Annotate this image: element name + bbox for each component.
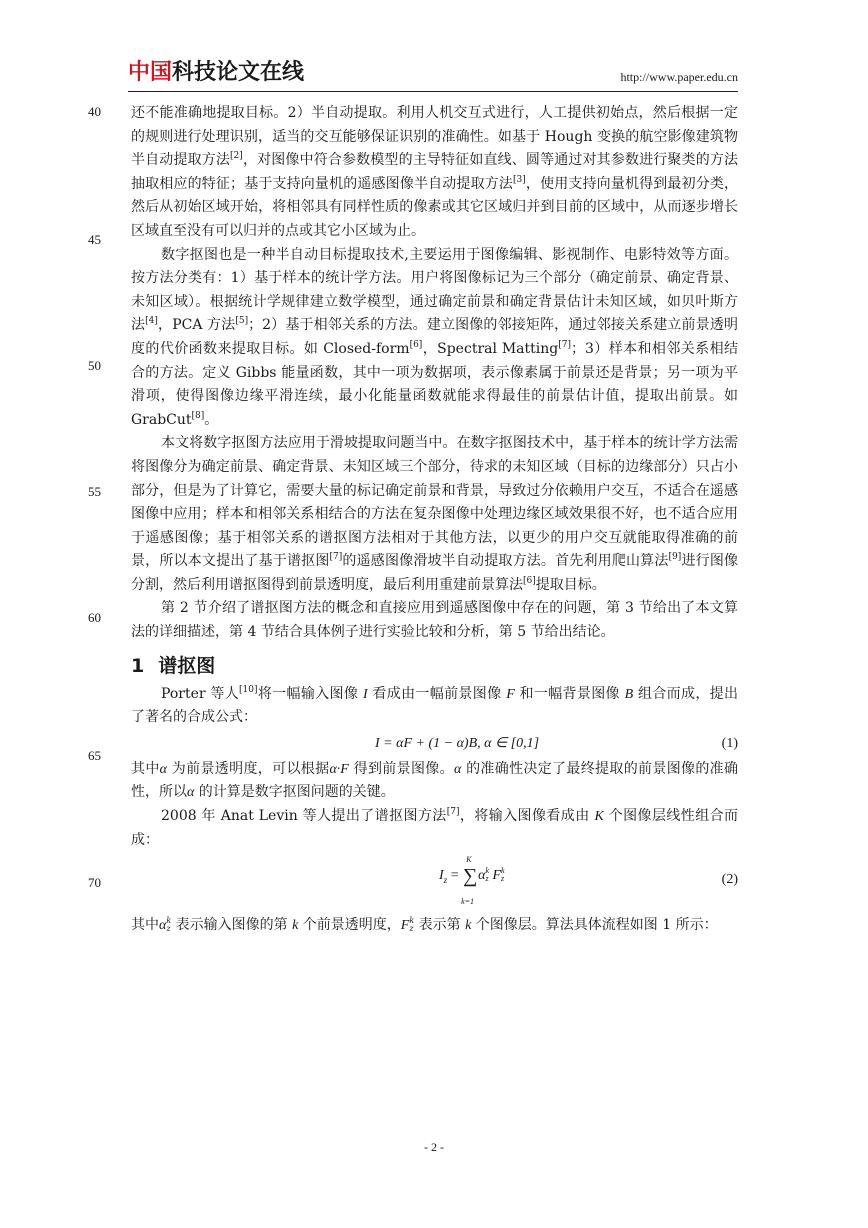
citation: [2] bbox=[230, 151, 243, 162]
math-var: K bbox=[594, 809, 604, 825]
citation: [8] bbox=[191, 410, 205, 421]
text-run: 个图像层。算法具体流程如图 1 所示： bbox=[471, 917, 718, 934]
citation: [10] bbox=[239, 684, 258, 695]
math-subsup bbox=[501, 867, 505, 883]
math-var: B bbox=[624, 686, 634, 702]
section-heading bbox=[131, 651, 738, 681]
math-op: = bbox=[447, 868, 463, 884]
text-run: 表示第 bbox=[414, 917, 466, 934]
header-url-link[interactable]: http://www.paper.edu.cn bbox=[620, 70, 738, 84]
logo-dark-text: 科技论文在线 bbox=[172, 60, 305, 85]
text-run: 的遥感图像滑坡半自动提取方法。首先利用爬山算法 bbox=[342, 553, 669, 570]
citation: [4] bbox=[145, 316, 158, 327]
line-number: 50 bbox=[88, 358, 101, 373]
text-run: 得到前景图像。 bbox=[348, 760, 454, 777]
text-run: ；2）基于相邻关系的方法。建立图像的邻接矩阵，通过邻接关系建立前景透明度的代价函数来提取目标。如 Closed-form bbox=[131, 317, 738, 357]
math-var: α·F bbox=[329, 761, 349, 777]
math-var: α bbox=[159, 918, 167, 934]
line-number: 40 bbox=[88, 104, 101, 119]
paper-body bbox=[131, 102, 738, 938]
math-var: k bbox=[465, 918, 472, 934]
sum-glyph: ∑ bbox=[462, 865, 478, 888]
math-sup: k bbox=[409, 916, 415, 926]
math-sup: k bbox=[501, 866, 505, 876]
equation-1 bbox=[131, 730, 738, 758]
text-run: ，PCA 方法 bbox=[157, 317, 236, 334]
body-paragraph bbox=[131, 244, 738, 433]
math-var: α bbox=[478, 868, 486, 884]
text-run: 其中 bbox=[131, 917, 159, 934]
math-sub: z bbox=[443, 875, 448, 886]
text-run: 还不能准确地提取目标。2）半自动提取。利用人机交互式进行，人工提供初始点，然后根据一定的规则进行处理识别，适当的交互能够保证识别的准确性。如基于 Hough 变换的航空影像建筑物半自动提取方法 bbox=[131, 105, 738, 169]
text-run: 个图像层线性组合而成： bbox=[131, 808, 739, 848]
text-run: 组合而成，提出了著名的合成公式： bbox=[131, 685, 739, 726]
body-paragraph bbox=[131, 597, 738, 644]
math-sub: z bbox=[501, 874, 505, 884]
citation: [7] bbox=[329, 552, 343, 563]
text-run: 将一幅输入图像 bbox=[257, 685, 363, 702]
section-title: 谱抠图 bbox=[158, 654, 216, 677]
equation-text bbox=[439, 855, 505, 907]
journal-logo bbox=[128, 58, 304, 88]
sum-lower: k=1 bbox=[461, 897, 475, 907]
text-run: 和一幅背景图像 bbox=[514, 685, 625, 702]
text-run: ，使用支持向量机得到最初分类，然后从初始区域开始，将相邻具有同样性质的像素或其它区域归并到目前的区域中，从而逐步增长区域直至没有可以归并的点或其它小区域为止。 bbox=[131, 175, 739, 239]
text-run: ；3）样本和相邻关系相结合的方法。定义 Gibbs 能量函数，其中一项为数据项，表示像素属于前景还是背景；另一项为平滑项，使得图像边缘平滑连续，最小化能量函数就能求得最佳的前景估计值，提取出前景。如 GrabCut bbox=[131, 340, 738, 428]
math-var: F bbox=[492, 868, 502, 884]
body-paragraph bbox=[131, 805, 738, 852]
body-paragraph bbox=[131, 914, 738, 938]
page-number: - 2 - bbox=[424, 1140, 444, 1154]
line-number: 55 bbox=[88, 484, 101, 499]
equation-text: I = αF + (1 − α)B, α ∈ [0,1] bbox=[375, 735, 540, 751]
text-run: ，Spectral Matting bbox=[422, 340, 559, 357]
text-run: 。 bbox=[204, 411, 219, 428]
math-var: α bbox=[187, 785, 195, 801]
text-run: ，将输入图像看成由 bbox=[459, 808, 595, 825]
citation: [7] bbox=[446, 807, 460, 818]
sum-upper: K bbox=[466, 855, 472, 865]
line-number: 70 bbox=[88, 875, 101, 890]
math-var: α bbox=[453, 761, 462, 777]
text-run: 其中 bbox=[131, 760, 160, 777]
body-paragraph bbox=[131, 683, 738, 730]
citation: [9] bbox=[668, 552, 682, 563]
body-paragraph bbox=[131, 102, 738, 244]
citation: [6] bbox=[523, 575, 536, 586]
citation: [5] bbox=[235, 316, 249, 327]
math-sub: z bbox=[409, 924, 414, 934]
math-sub: z bbox=[166, 924, 171, 934]
body-paragraph bbox=[131, 432, 738, 597]
math-var: k bbox=[292, 918, 299, 934]
text-run: 的计算是数字抠图问题的关键。 bbox=[194, 784, 395, 801]
sum-symbol bbox=[461, 855, 478, 907]
math-var: I bbox=[362, 686, 368, 702]
math-sup: k bbox=[485, 866, 490, 876]
body-paragraph bbox=[131, 758, 738, 805]
math-var: I bbox=[439, 868, 444, 884]
text-run: 表示输入图像的第 bbox=[171, 917, 293, 934]
citation: [3] bbox=[513, 174, 526, 185]
citation: [6] bbox=[409, 339, 423, 350]
text-run: 数字抠图也是一种半自动目标提取技术,主要运用于图像编辑、影视制作、电影特效等方面。按方法分类有：1）基于样本的统计学方法。用户将图像标记为三个部分（确定前景、确定背景、未知区域）。根据统计学规律建立数学模型，通过确定前景和确定背景估计未知区域，如贝叶斯方法 bbox=[131, 246, 738, 334]
line-number: 45 bbox=[88, 232, 101, 247]
math-sup: k bbox=[166, 916, 172, 926]
text-run: Porter 等人 bbox=[161, 685, 240, 702]
math-var: F bbox=[506, 686, 515, 702]
math-sub: z bbox=[485, 874, 489, 884]
citation: [7] bbox=[558, 339, 571, 350]
equation-number: (1) bbox=[721, 735, 738, 751]
line-number: 60 bbox=[88, 610, 101, 625]
logo-red-text: 中国 bbox=[128, 60, 173, 85]
text-run: 的准确性决定了最终提取的前景图像的准确性，所以 bbox=[131, 760, 739, 801]
text-run: 第 2 节介绍了谱抠图方法的概念和直接应用到遥感图像中存在的问题，第 3 节给出了本文算法的详细描述，第 4 节结合具体例子进行实验比较和分析，第 5 节给出结论。 bbox=[131, 600, 738, 641]
text-run: 看成由一幅前景图像 bbox=[367, 685, 507, 702]
math-var: α bbox=[159, 761, 168, 777]
text-run: 进行图像分割，然后利用谱抠图得到前景透明度，最后利用重建前景算法 bbox=[131, 553, 739, 593]
line-number: 65 bbox=[88, 748, 101, 763]
section-number: 1 bbox=[131, 654, 145, 677]
text-run: ，对图像中符合参数模型的主导特征如直线、圆等通过对其参数进行聚类的方法抽取相应的特征；基于支持向量机的遥感图像半自动提取方法 bbox=[131, 152, 739, 192]
text-run: 本文将数字抠图方法应用于滑坡提取问题当中。在数字抠图技术中，基于样本的统计学方法需将图像分为确定前景、确定背景、未知区域三个部分，待求的未知区域（目标的边缘部分）只占小部分，但是为了计算它，需要大量的标记确定前景和背景，导致过分依赖用户交互，不适合在遥感图像中应用；样本和相邻关系相结合的方法在复杂图像中处理边缘区域效果很不好，也不适合应用于遥感图像；基于相邻关系的谱抠图方法相对于其他方法，以更少的用户交互就能取得准确的前景，所以本文提出了基于谱抠图 bbox=[131, 435, 738, 570]
page-header bbox=[128, 58, 738, 92]
equation-2 bbox=[131, 852, 738, 914]
text-run: 为前景透明度，可以根据 bbox=[167, 760, 330, 777]
text-run: 2008 年 Anat Levin 等人提出了谱抠图方法 bbox=[161, 808, 447, 825]
header-rule bbox=[128, 91, 738, 92]
math-var: F bbox=[400, 918, 410, 934]
text-run: 个前景透明度， bbox=[298, 917, 401, 934]
equation-number: (2) bbox=[721, 872, 738, 888]
text-run: 提取目标。 bbox=[535, 576, 606, 593]
